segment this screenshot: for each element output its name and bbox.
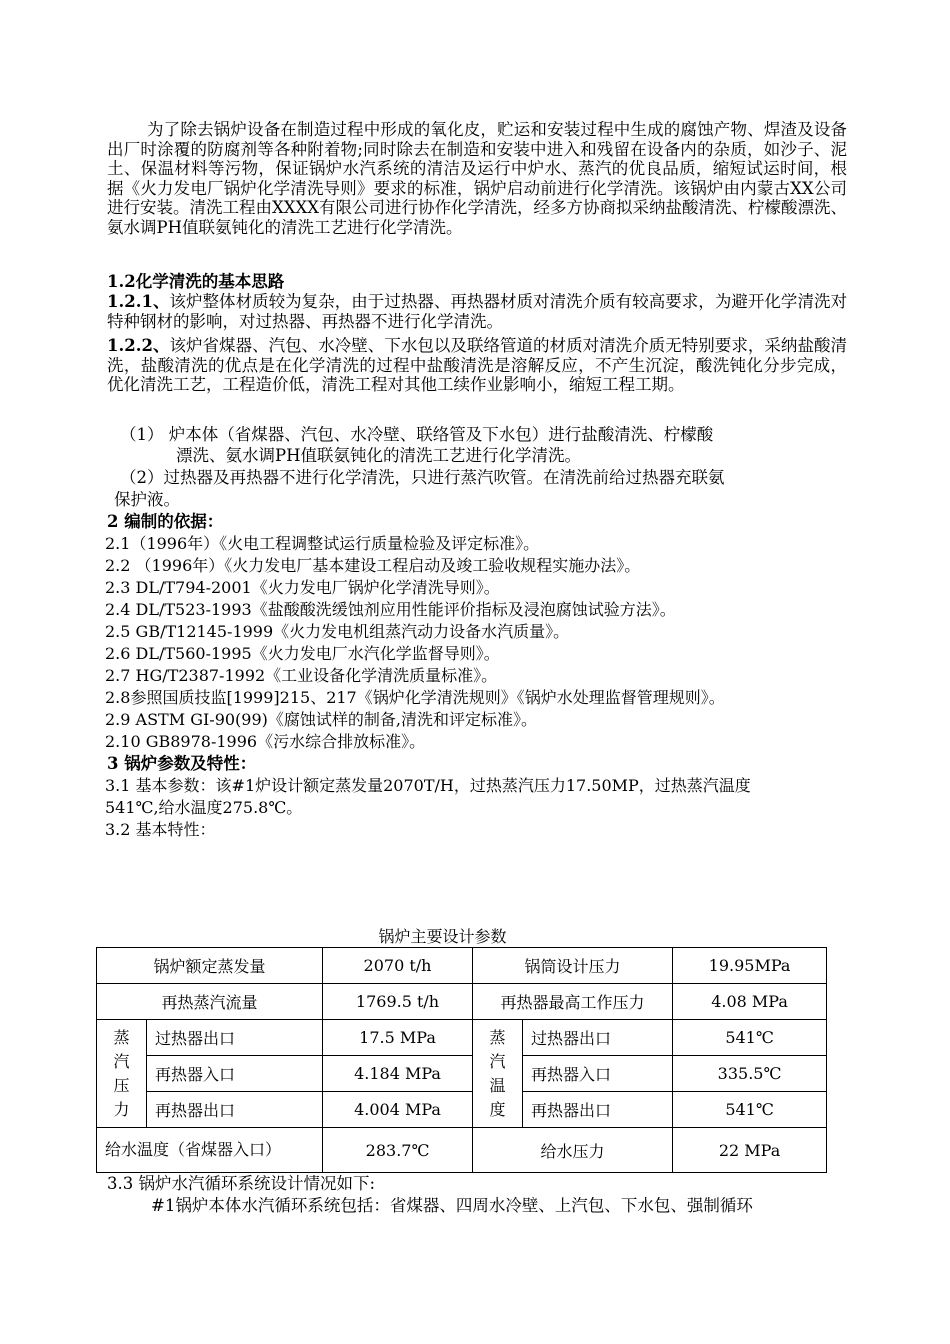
table-cell: 4.004 MPa bbox=[323, 1092, 473, 1128]
table-row bbox=[97, 1020, 827, 1056]
table-cell: 再热器出口 bbox=[523, 1092, 673, 1128]
table-cell: 锅炉额定蒸发量 bbox=[97, 948, 323, 984]
table-cell: 再热蒸汽流量 bbox=[97, 984, 323, 1020]
section-3-1-line-2: 541℃,给水温度275.8℃。 bbox=[105, 798, 303, 817]
section-2-heading: 2 编制的依据： bbox=[107, 512, 224, 531]
table-cell: 19.95MPa bbox=[673, 948, 827, 984]
table-cell: 过热器出口 bbox=[147, 1020, 323, 1056]
list-item-1-line-1: （1） 炉本体（省煤器、汽包、水冷壁、联络管及下水包）进行盐酸清洗、柠檬酸 bbox=[120, 425, 714, 444]
reference-item: 2.1（1996年）《火电工程调整试运行质量检验及评定标准》。 bbox=[105, 534, 540, 553]
table-row bbox=[97, 984, 827, 1020]
table-cell: 再热器入口 bbox=[523, 1056, 673, 1092]
table-cell: 4.184 MPa bbox=[323, 1056, 473, 1092]
table-cell: 再热器入口 bbox=[147, 1056, 323, 1092]
list-item-2-line-1: （2）过热器及再热器不进行化学清洗，只进行蒸汽吹管。在清洗前给过热器充联氨 bbox=[120, 468, 725, 487]
reference-item: 2.9 ASTM GI-90(99)《腐蚀试样的制备,清洗和评定标准》。 bbox=[105, 710, 537, 729]
intro-paragraph: 为了除去锅炉设备在制造过程中形成的氧化皮，贮运和安装过程中生成的腐蚀产物、焊渣及设备出厂时涂覆的防腐剂等各种附着物;同时除去在制造和安装中进入和残留在设备内的杂质，如沙子、泥土、保温材料等污物，保证锅炉水汽系统的清洁及运行中炉水、蒸汽的优良品质，缩短试运时间，根据《火力发电厂锅炉化学清洗导则》要求的标准，锅炉启动前进行化学清洗。该锅炉由内蒙古XX公司进行安装。清洗工程由XXXX有限公司进行协作化学清洗，经多方协商拟采纳盐酸清洗、柠檬酸漂洗、氨水调PH值联氨钝化的清洗工艺进行化学清洗。 bbox=[107, 120, 847, 237]
group-label-char: 温 bbox=[489, 1075, 506, 1095]
reference-item: 2.3 DL/T794-2001《火力发电厂锅炉化学清洗导则》。 bbox=[105, 578, 500, 597]
table-caption: 锅炉主要设计参数 bbox=[378, 927, 507, 946]
table-cell: 541℃ bbox=[673, 1092, 827, 1128]
table-row bbox=[97, 1128, 827, 1173]
table-cell: 再热器最高工作压力 bbox=[473, 984, 673, 1020]
section-3-heading: 3 锅炉参数及特性： bbox=[107, 754, 257, 773]
item-number: 1.2.1、 bbox=[107, 292, 170, 311]
section-3-3-line: #1锅炉本体水汽循环系统包括：省煤器、四周水冷壁、上汽包、下水包、强制循环 bbox=[151, 1196, 753, 1215]
group-label-char: 蒸 bbox=[113, 1027, 130, 1047]
section-3-2-line: 3.2 基本特性： bbox=[105, 820, 216, 839]
table-cell: 锅筒设计压力 bbox=[473, 948, 673, 984]
section-3-1-line-1: 3.1 基本参数：该#1炉设计额定蒸发量2070T/H，过热蒸汽压力17.50MP，过热蒸汽温度 bbox=[105, 776, 751, 795]
table-cell: 283.7℃ bbox=[323, 1128, 473, 1173]
section-1-2-heading: 1.2化学清洗的基本思路 bbox=[107, 272, 285, 291]
group-label-char: 汽 bbox=[113, 1051, 130, 1071]
section-3-3-heading: 3.3 锅炉水汽循环系统设计情况如下: bbox=[107, 1174, 376, 1193]
list-item-2-line-2: 保护液。 bbox=[114, 490, 180, 509]
list-item-1-line-2: 漂洗、氨水调PH值联氨钝化的清洗工艺进行化学清洗。 bbox=[176, 446, 581, 465]
item-number: 1.2.2、 bbox=[107, 336, 170, 355]
table-cell: 4.08 MPa bbox=[673, 984, 827, 1020]
item-text: 该炉整体材质较为复杂，由于过热器、再热器材质对清洗介质有较高要求，为避开化学清洗对特种钢材的影响，对过热器、再热器不进行化学清洗。 bbox=[107, 292, 847, 331]
table-row bbox=[97, 1092, 827, 1128]
reference-item: 2.4 DL/T523-1993《盐酸酸洗缓蚀剂应用性能评价指标及浸泡腐蚀试验方法》。 bbox=[105, 600, 676, 619]
table-cell: 2070 t/h bbox=[323, 948, 473, 984]
reference-item: 2.2 （1996年）《火力发电厂基本建设工程启动及竣工验收规程实施办法》。 bbox=[105, 556, 641, 575]
group-label-char: 汽 bbox=[489, 1051, 506, 1071]
table-cell: 给水温度（省煤器入口） bbox=[97, 1128, 323, 1173]
table-row bbox=[97, 1056, 827, 1092]
steam-pressure-group-label bbox=[97, 1020, 147, 1128]
reference-item: 2.6 DL/T560-1995《火力发电厂水汽化学监督导则》。 bbox=[105, 644, 500, 663]
table-cell: 过热器出口 bbox=[523, 1020, 673, 1056]
group-label-char: 度 bbox=[489, 1099, 506, 1119]
table-cell: 17.5 MPa bbox=[323, 1020, 473, 1056]
reference-item: 2.10 GB8978-1996《污水综合排放标准》。 bbox=[105, 732, 426, 751]
table-row bbox=[97, 948, 827, 984]
reference-item: 2.7 HG/T2387-1992《工业设备化学清洗质量标准》。 bbox=[105, 666, 498, 685]
table-cell: 给水压力 bbox=[473, 1128, 673, 1173]
group-label-char: 力 bbox=[113, 1099, 130, 1119]
table-cell: 1769.5 t/h bbox=[323, 984, 473, 1020]
table-cell: 335.5℃ bbox=[673, 1056, 827, 1092]
table-cell: 22 MPa bbox=[673, 1128, 827, 1173]
group-label-char: 蒸 bbox=[489, 1027, 506, 1047]
table-cell: 541℃ bbox=[673, 1020, 827, 1056]
table-cell: 再热器出口 bbox=[147, 1092, 323, 1128]
item-text: 该炉省煤器、汽包、水冷壁、下水包以及联络管道的材质对清洗介质无特别要求，采纳盐酸清洗，盐酸清洗的优点是在化学清洗的过程中盐酸清洗是溶解反应，不产生沉淀，酸洗钝化分步完成，优化清洗工艺，工程造价低，清洗工程对其他工续作业影响小，缩短工程工期。 bbox=[107, 336, 847, 394]
section-1-2-2-paragraph bbox=[107, 336, 847, 395]
reference-item: 2.8参照国质技监[1999]215、217《锅炉化学清洗规则》《锅炉水处理监督管理规则》。 bbox=[105, 688, 725, 707]
steam-temperature-group-label bbox=[473, 1020, 523, 1128]
boiler-parameters-table bbox=[96, 947, 827, 1173]
section-1-2-1-paragraph bbox=[107, 292, 847, 331]
reference-item: 2.5 GB/T12145-1999《火力发电机组蒸汽动力设备水汽质量》。 bbox=[105, 622, 570, 641]
group-label-char: 压 bbox=[113, 1075, 130, 1095]
